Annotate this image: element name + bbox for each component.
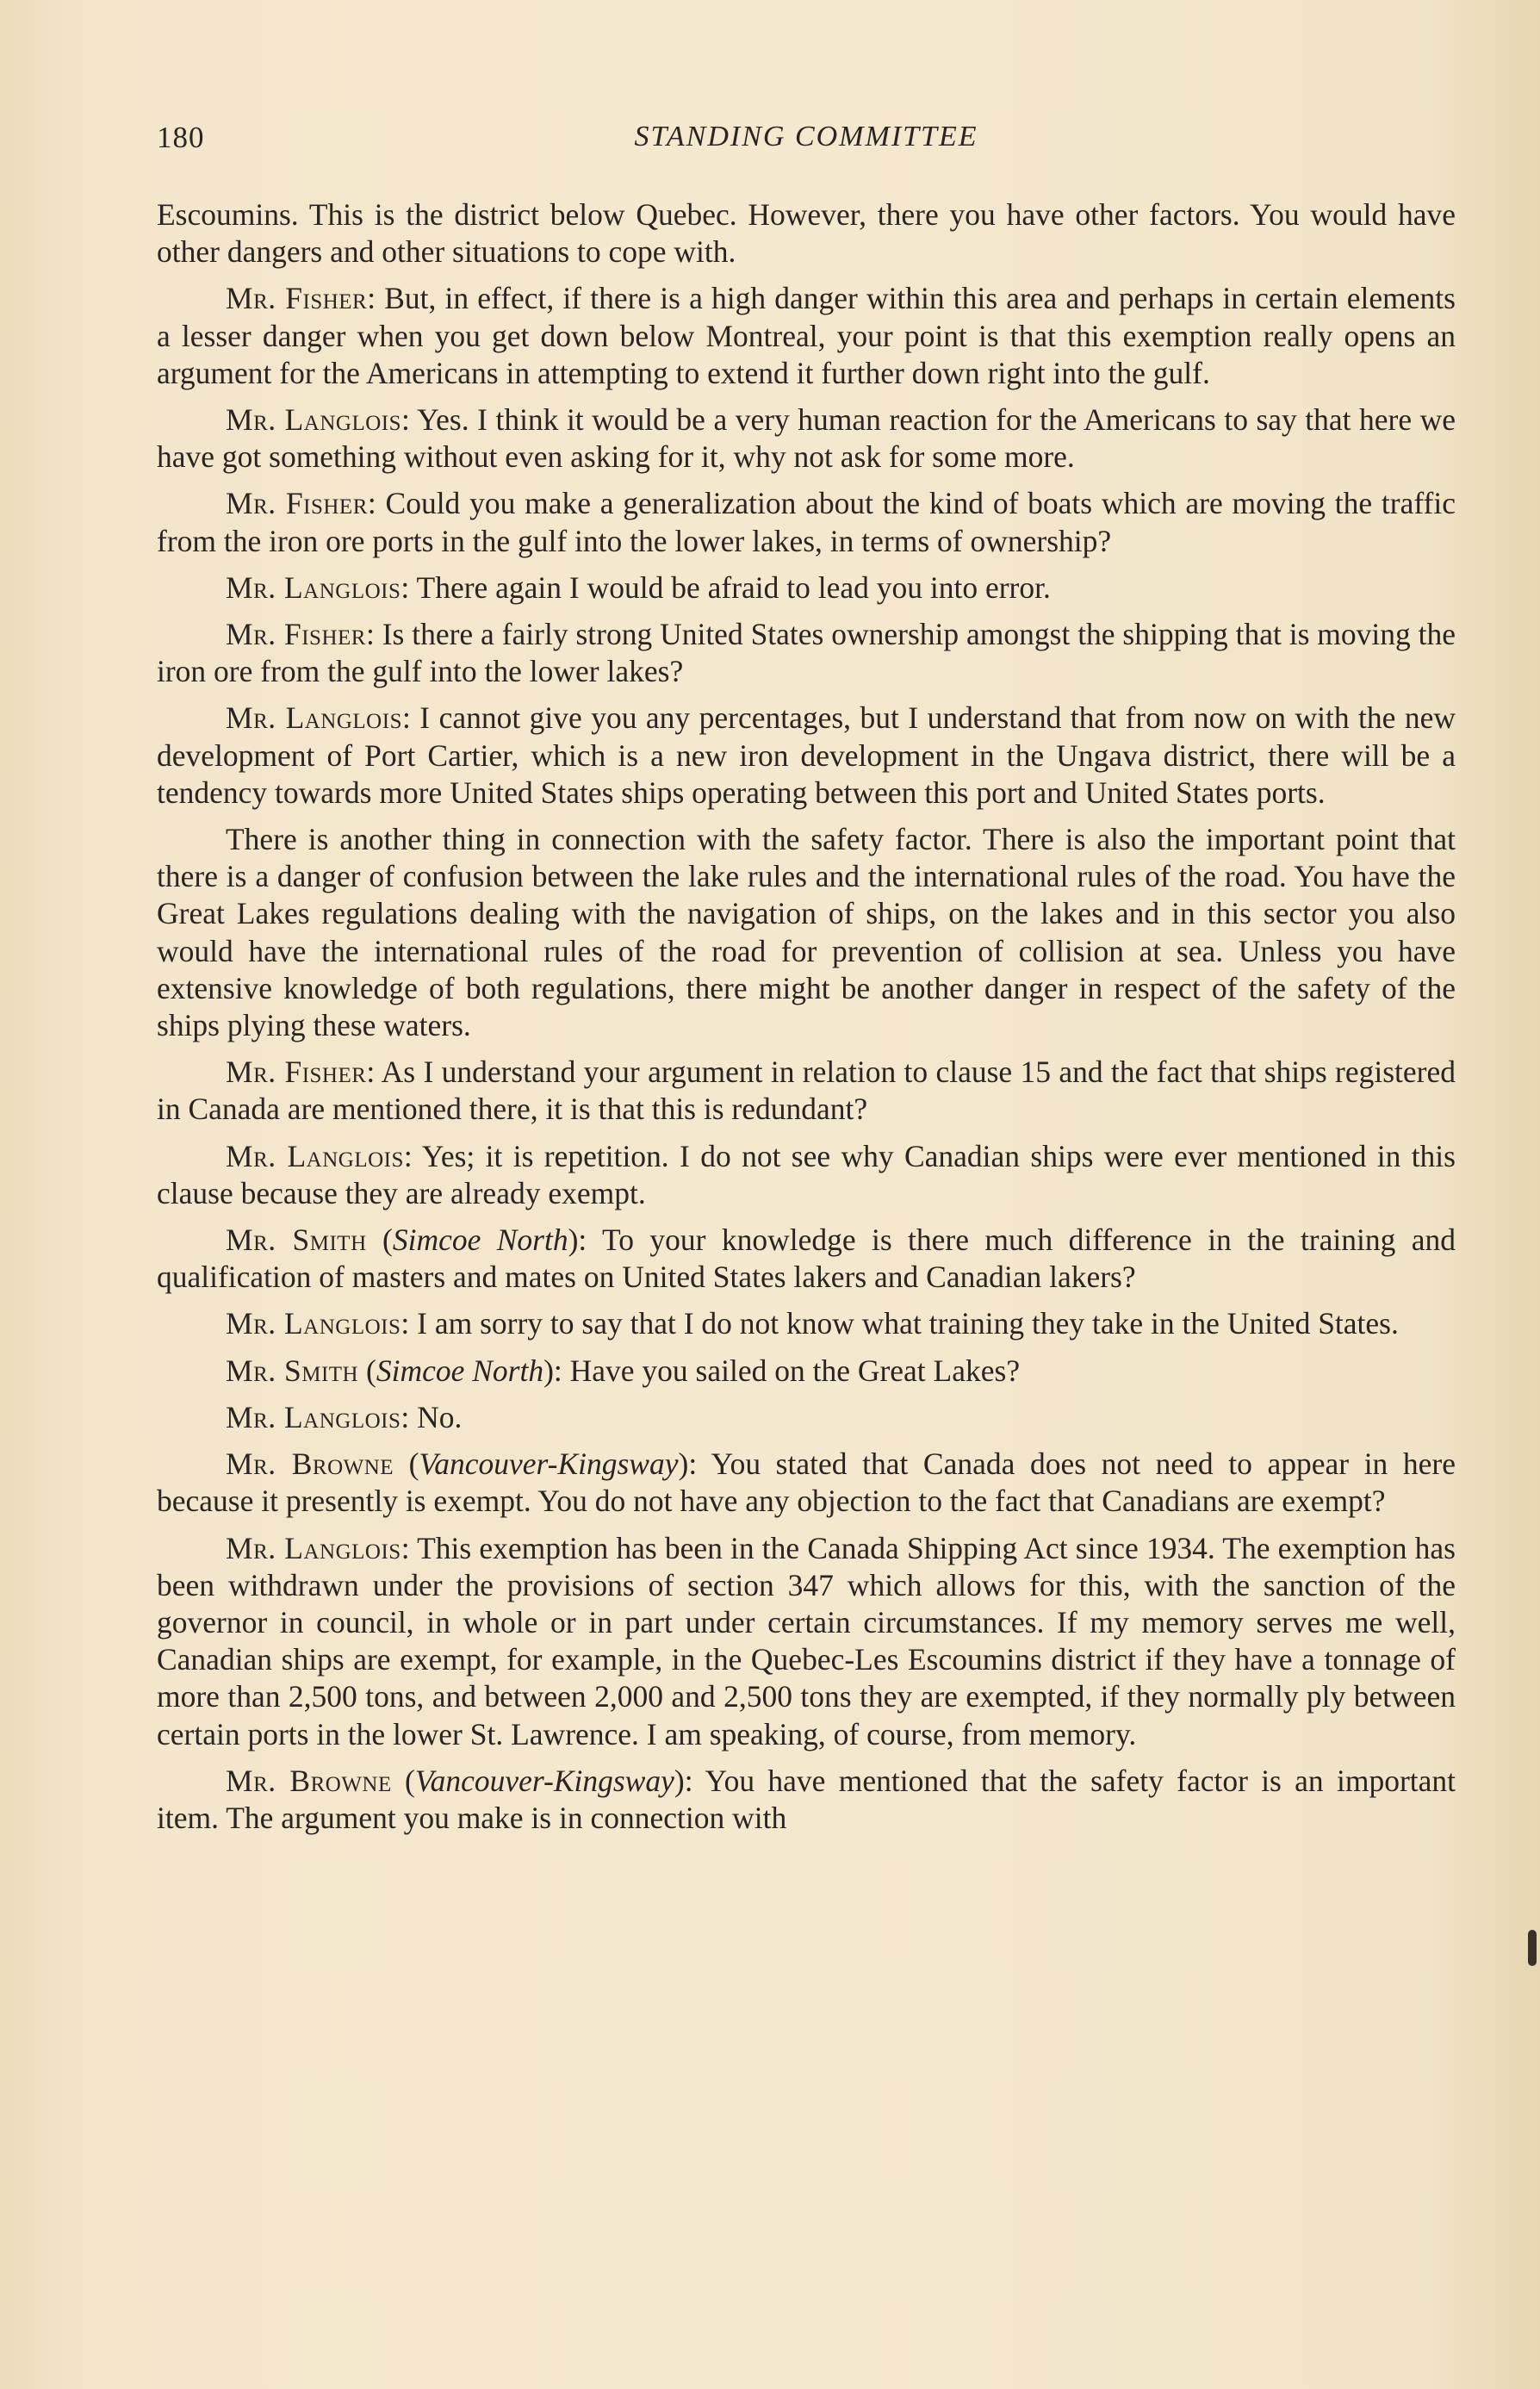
speaker-riding: Simcoe North: [392, 1222, 568, 1258]
speaker-riding: Vancouver-Kingsway: [419, 1446, 679, 1482]
transcript-body: [157, 196, 1456, 1846]
speaker-name: Mr. Fisher: [226, 486, 368, 521]
speaker-name: Mr. Fisher: [226, 281, 368, 316]
speaker-name: Mr. Fisher: [226, 617, 366, 652]
transcript-paragraph: Mr. Langlois: I am sorry to say that I do not know what training they take in the United States.: [226, 1306, 1399, 1341]
transcript-paragraph: Mr. Fisher: But, in effect, if there is a high danger within this area and perhaps in certain elements a lesser danger when you get down below Montreal, your point is that this exemption really opens an argument for the Americans in attempting to extend it further down right into the gulf.: [157, 281, 1456, 390]
transcript-paragraph: Mr. Fisher: As I understand your argument in relation to clause 15 and the fact that ships registered in Canada are mentioned there, it is that this is redundant?: [157, 1055, 1456, 1127]
paragraph-text: Have you sailed on the Great Lakes?: [569, 1353, 1021, 1388]
paragraph-text: Could you make a generalization about the kind of boats which are moving the traffic from the iron ore ports in the gulf into the lower lakes, in terms of ownership?: [157, 486, 1456, 558]
transcript-paragraph: Mr. Browne (Vancouver-Kingsway): You stated that Canada does not need to appear in here because it presently is exempt. You do not have any objection to the fact that Canadians are exempt?: [157, 1446, 1456, 1519]
transcript-paragraph: Mr. Smith (Simcoe North): To your knowledge is there much difference in the training and qualification of masters and mates on United States lakers and Canadian lakers?: [157, 1222, 1456, 1295]
speaker-riding: Vancouver-Kingsway: [414, 1763, 674, 1798]
transcript-paragraph: Mr. Fisher: Is there a fairly strong United States ownership amongst the shipping that is moving the iron ore from the gulf into the lower lakes?: [157, 617, 1456, 689]
speaker-name: Mr. Langlois: [226, 1530, 401, 1565]
transcript-paragraph: Mr. Langlois: Yes. I think it would be a very human reaction for the Americans to say that here we have got something without even asking for it, why not ask for some more.: [157, 402, 1456, 475]
speaker-name: Mr. Langlois: [226, 1138, 404, 1173]
speaker-name: Mr. Langlois: [226, 569, 401, 605]
running-title: STANDING COMMITTEE: [634, 121, 978, 152]
transcript-paragraph: Mr. Browne (Vancouver-Kingsway): You have mentioned that the safety factor is an important item. The argument you make is in connection with: [157, 1763, 1456, 1835]
speaker-name: Mr. Browne: [226, 1446, 394, 1482]
speaker-name: Mr. Fisher: [226, 1055, 367, 1090]
transcript-paragraph: Mr. Langlois: There again I would be afraid to lead you into error.: [226, 569, 1051, 605]
transcript-paragraph: Mr. Langlois: No.: [226, 1399, 463, 1434]
transcript-paragraph: Mr. Smith (Simcoe North): Have you sailed on the Great Lakes?: [226, 1353, 1021, 1388]
paragraph-text: You have mentioned that the safety factor is an important item. The argument you make is in connection with: [157, 1763, 1456, 1835]
page-number: 180: [157, 121, 205, 154]
paragraph-text: No.: [417, 1399, 463, 1434]
paragraph-text: This exemption has been in the Canada Shipping Act since 1934. The exemption has been withdrawn under the provisions of section 347 which allows for this, with the sanction of the governor in council, in whole or in part under certain circumstances. If my memory serves me well, Canadian ships are exempt, for example, in the Quebec-Les Escoumins district if they have a tonnage of more than 2,500 tons, and between 2,000 and 2,500 tons they are exempted, if they normally ply between certain ports in the lower St. Lawrence. I am speaking, of course, from memory.: [157, 1530, 1456, 1751]
speaker-name: Mr. Langlois: [226, 700, 402, 736]
paragraph-text: I cannot give you any percentages, but I understand that from now on with the new development of Port Cartier, which is a new iron development in the Ungava district, there will be a tendency towards more United States ships operating between this port and United States ports.: [157, 700, 1456, 810]
transcript-paragraph: Mr. Langlois: Yes; it is repetition. I do not see why Canadian ships were ever mentioned in this clause because they are already exempt.: [157, 1138, 1456, 1210]
paragraph-text: There is another thing in connection with the safety factor. There is also the important point that there is a danger of confusion between the lake rules and the international rules of the road. You have the Great Lakes regulations dealing with the navigation of ships, on the lakes and in this sector you also would have the international rules of the road for prevention of collision at sea. Unless you have extensive knowledge of both regulations, there might be another danger in respect of the safety of the ships plying these waters.: [157, 822, 1456, 1043]
transcript-paragraph: Mr. Langlois: I cannot give you any percentages, but I understand that from now on with the new development of Port Cartier, which is a new iron development in the Ungava district, there will be a tendency towards more United States ships operating between this port and United States ports.: [157, 700, 1456, 810]
paragraph-text: I am sorry to say that I do not know what training they take in the United States.: [417, 1306, 1399, 1341]
paragraph-text: You stated that Canada does not need to appear in here because it presently is exempt. You do not have any objection to the fact that Canadians are exempt?: [157, 1446, 1456, 1519]
paragraph-text: To your knowledge is there much difference in the training and qualification of masters and mates on United States lakers and Canadian lakers?: [157, 1222, 1456, 1295]
paragraph-text: Yes. I think it would be a very human reaction for the Americans to say that here we have got something without even asking for it, why not ask for some more.: [157, 402, 1456, 475]
paragraph-text: But, in effect, if there is a high danger within this area and perhaps in certain elements a lesser danger when you get down below Montreal, your point is that this exemption really opens an argument for the Americans in attempting to extend it further down right into the gulf.: [157, 281, 1456, 390]
page-header: [157, 121, 1456, 172]
speaker-riding: Simcoe North: [376, 1353, 544, 1388]
transcript-paragraph: Mr. Langlois: This exemption has been in the Canada Shipping Act since 1934. The exemption has been withdrawn under the provisions of section 347 which allows for this, with the sanction of the governor in council, in whole or in part under certain circumstances. If my memory serves me well, Canadian ships are exempt, for example, in the Quebec-Les Escoumins district if they have a tonnage of more than 2,500 tons, and between 2,000 and 2,500 tons they are exempted, if they normally ply between certain ports in the lower St. Lawrence. I am speaking, of course, from memory.: [157, 1530, 1456, 1751]
page-edge-mark: [1528, 1930, 1537, 1966]
paragraph-text: Yes; it is repetition. I do not see why Canadian ships were ever mentioned in this clause because they are already exempt.: [157, 1138, 1456, 1210]
transcript-paragraph: [157, 821, 1456, 1044]
speaker-name: Mr. Browne: [226, 1763, 392, 1798]
transcript-paragraph: [157, 196, 1456, 271]
transcript-paragraph: Mr. Fisher: Could you make a generalization about the kind of boats which are moving the traffic from the iron ore ports in the gulf into the lower lakes, in terms of ownership?: [157, 486, 1456, 558]
speaker-name: Mr. Langlois: [226, 402, 402, 438]
speaker-name: Mr. Smith: [226, 1222, 367, 1258]
paragraph-text: As I understand your argument in relation to clause 15 and the fact that ships registered in Canada are mentioned there, it is that this is redundant?: [157, 1055, 1456, 1127]
speaker-name: Mr. Langlois: [226, 1306, 401, 1341]
paragraph-text: Escoumins. This is the district below Quebec. However, there you have other factors. You would have other dangers and other situations to cope with.: [157, 197, 1456, 270]
paragraph-text: There again I would be afraid to lead you into error.: [416, 569, 1051, 605]
paragraph-text: Is there a fairly strong United States ownership amongst the shipping that is moving the iron ore from the gulf into the lower lakes?: [157, 617, 1456, 689]
speaker-name: Mr. Langlois: [226, 1399, 401, 1434]
speaker-name: Mr. Smith: [226, 1353, 359, 1388]
